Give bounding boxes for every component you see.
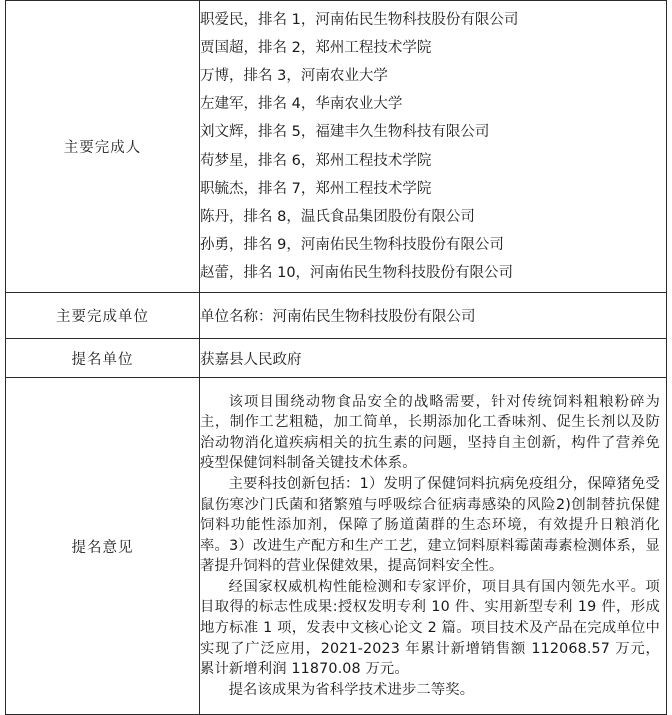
contributor-item: 陈丹，排名 8，温氏食品集团股份有限公司 — [200, 208, 475, 225]
contributors-label: 主要完成人 — [6, 1, 200, 293]
contributors-list — [200, 1, 667, 293]
completing-unit-row — [6, 293, 667, 339]
contributor-item: 职毓杰，排名 7，郑州工程技术学院 — [200, 180, 432, 197]
opinion-label: 提名意见 — [6, 378, 200, 715]
contributor-item: 左建军，排名 4，华南农业大学 — [200, 96, 403, 113]
completing-unit-value: 单位名称：河南佑民生物科技股份有限公司 — [200, 293, 667, 339]
contributor-item: 万博，排名 3，河南农业大学 — [200, 68, 388, 85]
contributor-item: 孙勇，排名 9，河南佑民生物科技股份有限公司 — [200, 236, 504, 253]
opinion-paragraph: 经国家权威机构性能检测和专家评价，项目具有国内领先水平。项目取得的标志性成果:授权发明专利 10 件、实用新型专利 19 件，形成地方标准 1 项，发表中文核心论文 2 篇。项目技术及产品在完成单位中实现了广泛应用，2021-2023 年累计新增销售额 112068.57 万元，累计新增利润 11870.08 万元。 — [200, 578, 660, 678]
nomination-table — [5, 0, 667, 715]
nominator-label: 提名单位 — [6, 339, 200, 378]
contributor-item: 职爱民，排名 1，河南佑民生物科技股份有限公司 — [200, 12, 519, 29]
opinion-paragraph: 提名该成果为省科学技术进步二等奖。 — [228, 681, 475, 698]
nominator-row — [6, 339, 667, 378]
contributor-item: 刘文辉，排名 5，福建丰久生物科技有限公司 — [200, 124, 490, 141]
nominator-value: 获嘉县人民政府 — [200, 339, 667, 378]
opinion-paragraph: 主要科技创新包括：1）发明了保健饲料抗病免疫组分，保障猪免受鼠伤寒沙门氏菌和猪繁殖与呼吸综合征病毒感染的风险2)创制替抗保健饲料功能性添加剂，保障了肠道菌群的生态环境，有效提升日粮消化率。3）改进生产配方和生产工艺，建立饲料原料霉菌毒素检测体系，显著提升饲料的营业保健效果，提高饲料安全性。 — [200, 475, 660, 575]
contributor-item: 赵蕾，排名 10，河南佑民生物科技股份有限公司 — [200, 264, 514, 281]
opinion-row — [6, 378, 667, 715]
contributor-item: 苟梦星，排名 6，郑州工程技术学院 — [200, 152, 432, 169]
opinion-paragraph: 该项目围绕动物食品安全的战略需要，针对传统饲料粗粮粉碎为主，制作工艺粗糙，加工简单，长期添加化工香味剂、促生长剂以及防治动物消化道疾病相关的抗生素的问题，坚持自主创新，构件了营养免疫型保健饲料制备关键技术体系。 — [200, 393, 660, 472]
contributors-row — [6, 1, 667, 293]
opinion-body — [200, 378, 667, 715]
contributor-item: 贾国超，排名 2，郑州工程技术学院 — [200, 40, 432, 57]
completing-unit-label: 主要完成单位 — [6, 293, 200, 339]
opinion-text — [200, 392, 666, 701]
